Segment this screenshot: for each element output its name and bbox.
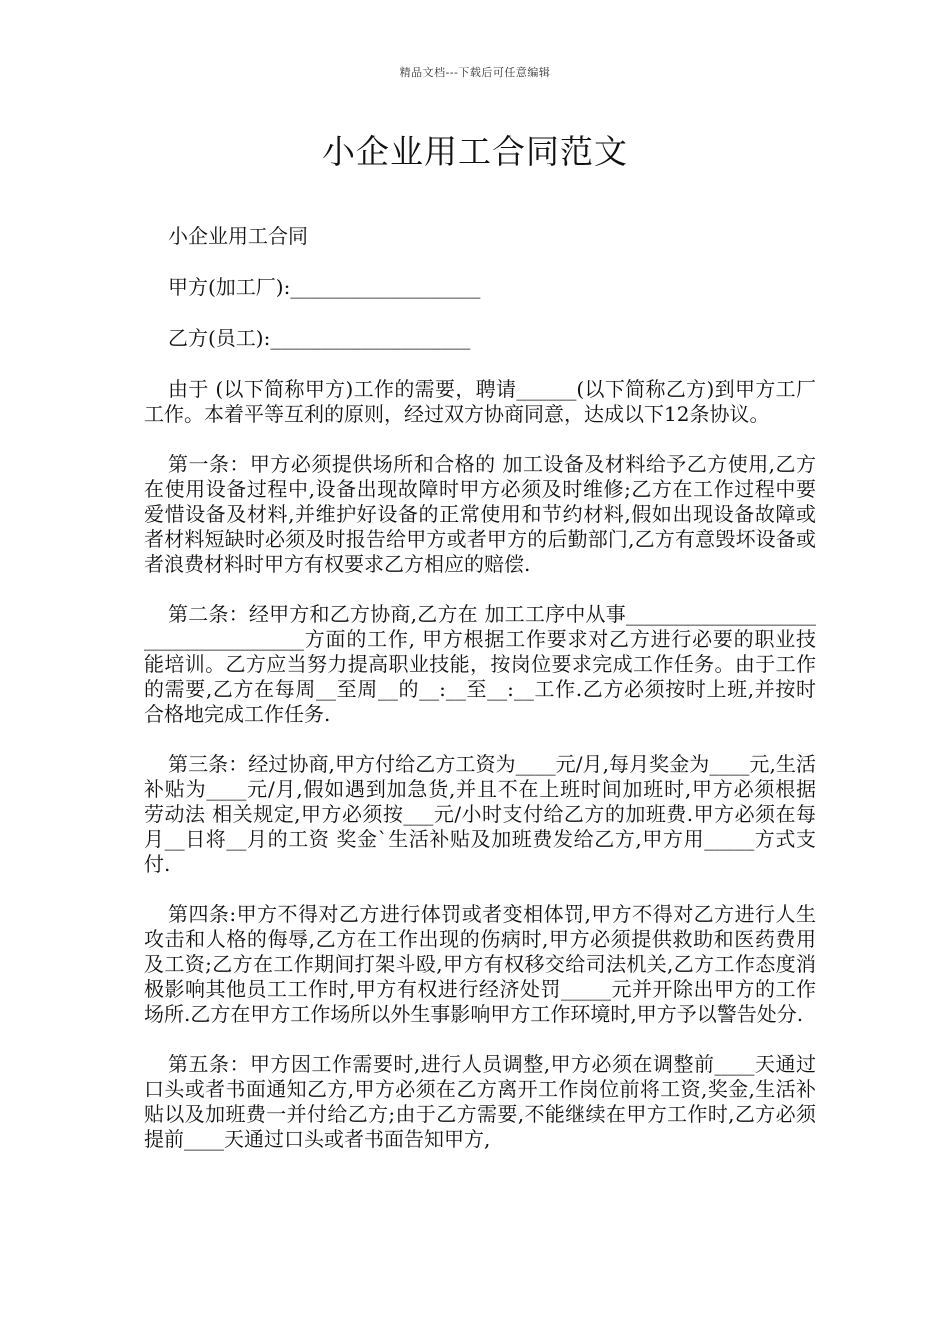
header-note: 精品文档---下载后可任意编辑 [399,66,551,79]
document-body [144,224,816,1177]
article-2: 第二条：经甲方和乙方协商,乙方在 加工工序中从事___________________________________方面的工作, 甲方根据工作要求对乙方进行必要的职业技能培训。乙方应当努力提高职业技能，按岗位要求完成工作任务。由于工作的需要,乙方在每周__至周__的__:__至__:__工作.乙方必须按时上班,并按时合格地完成工作任务. [144,602,816,726]
contract-name: 小企业用工合同 [168,224,308,248]
article-1: 第一条：甲方必须提供场所和合格的 加工设备及材料给予乙方使用,乙方在使用设备过程中,设备出现故障时甲方必须及时维修;乙方在工作过程中要爱惜设备及材料,并维护好设备的正常使用和节约材料,假如出现设备故障或者材料短缺时必须及时报告给甲方或者甲方的后勤部门,乙方有意毁坏设备或者浪费材料时甲方有权要求乙方相应的赔偿. [144,452,816,576]
article-4: 第四条:甲方不得对乙方进行体罚或者变相体罚,甲方不得对乙方进行人生攻击和人格的侮辱,乙方在工作出现的伤病时,甲方必须提供救助和医药费用及工资;乙方在工作期间打架斗殴,甲方有权移交给司法机关,乙方工作态度消极影响其他员工工作时,甲方有权进行经济处罚_____元并开除出甲方的工作场所.乙方在甲方工作场所以外生事影响甲方工作环境时,甲方予以警告处分. [144,902,816,1026]
article-3: 第三条：经过协商,甲方付给乙方工资为____元/月,每月奖金为____元,生活补贴为____元/月,假如遇到加急货,并且不在上班时间加班时,甲方必须根据 劳动法 相关规定,甲方必须按___元/小时支付给乙方的加班费.甲方必须在每月__日将__月的工资 奖金`生活补贴及加班费发给乙方,甲方用_____方式支付. [144,752,816,876]
party-a-line: 甲方(加工厂):___________________ [168,275,481,299]
article-5: 第五条：甲方因工作需要时,进行人员调整,甲方必须在调整前____天通过口头或者书面通知乙方,甲方必须在乙方离开工作岗位前将工资,奖金,生活补贴以及加班费一并付给乙方;由于乙方需要,不能继续在甲方工作时,乙方必须提前____天通过口头或者书面告知甲方, [144,1052,816,1151]
document-title: 小企业用工合同范文 [322,132,628,171]
preamble-paragraph: 由于 (以下简称甲方)工作的需要，聘请______(以下简称乙方)到甲方工厂工作。本着平等互利的原则，经过双方协商同意，达成以下12条协议。 [144,377,816,426]
party-b-line: 乙方(员工):____________________ [168,326,471,350]
